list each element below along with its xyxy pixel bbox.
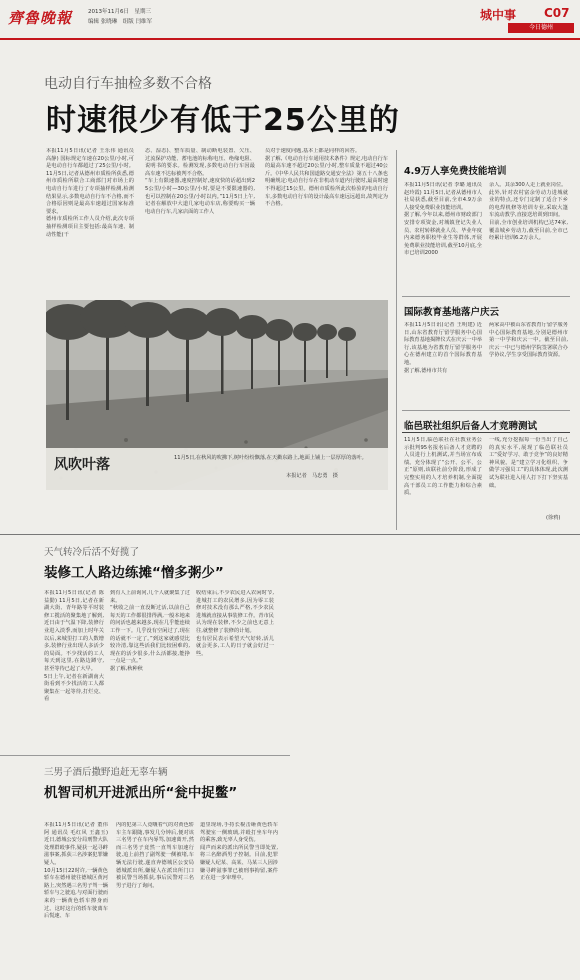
masthead-rule — [0, 38, 580, 40]
police-kicker: 三男子酒后撒野追赶无辜车辆 — [44, 767, 168, 778]
education-column-1: 本报11月5日讯(记者 王明建) 近日,山东省教育厅留学服务中心国际教育基地揭牌仪式在庆云一中举行,该基地为省教育厅留学服务中心在德州建立的首个国际教育基地。 据了解,德州市共有 — [404, 322, 482, 374]
contest-headline: 临邑联社组织后备人才竞聘测试 — [404, 421, 538, 432]
section-tab — [478, 5, 574, 33]
contest-column-2: 一线,充分挖掘每一份当出了自己的真实水平,展现了临邑联社员工“爱好学习、敢于竞争”的良好精神风貌。是“建立学习化组织、争做学习强员工”的具体体现,此次测试为联社进入用人打下打下坚实基础。 — [489, 437, 568, 489]
section-title: 城中事 — [480, 8, 517, 22]
masthead-editors: 编辑 张晓琳 组版 闫维军 — [88, 19, 152, 25]
lower-right-blank — [296, 540, 572, 976]
edition-badge: 今日德州 — [508, 23, 574, 33]
police-headline: 机智司机开进派出所“瓮中捉鳖” — [44, 785, 238, 801]
decor-kicker: 天气转冷后活不好揽了 — [44, 547, 140, 558]
lead-column-1: 本报11月5日讯(记者 王乐伟 通讯员 高静) 国标规定车速在20公里/小时,可是电动自行车都超过了25公里/小时。11月5日,记者从德州市质检所获悉,德州市质检所联合工商部门对市场上的电动自行车进行了专项抽样检测,检测结果显示,多数电动自行车不合格,而不合格原因则是最高车速超过国家标准要求。 德州市质检所工作人员介绍,此次专项抽样检测项目主要包括:最高车速、制动性能(干 — [46, 148, 134, 238]
lead-headline: 时速很少有低于25公里的 — [46, 103, 400, 138]
decor-column-1: 本报11月5日讯(记者 陈益勤) 11月5日,记者在新湖大街、青年路等平时装修工揽活的聚集地了解到,近日由于气温下降,装修行业进入淡季,而加上时年关以后,来城里打工的人数增多,装修行业出现人多活少的局面。不少找活的工人每天到这里,在路边蹲守,甚至等待已起了大早。 5日上午,记者在新湖南大街看到不少找活的工人都聚集在一起等待,打烂克、看 — [44, 590, 104, 703]
right-rule-2 — [402, 410, 570, 411]
training-column-1: 本报11月5日讯(记者 李璐 通讯员 赵玲霞) 11月5日,记者从德州市人社局获悉,截至目前,全市4.9万余人接受免费职业技能培训。 据了解,今年以来,德州市财政部门安排专项资金,对城镇登记失业人员、农村转移就业人员、毕业年度内来德务职校毕业生等群体,开展免费职业技能培训,截至10月底,全市已培训2000 — [404, 182, 482, 257]
education-column-2: 两家高中被山东省教育厅留学服务中心国际教育基地,分别是德州市第一中学和庆云一中。截至目前,庆云一中已与德州学院签署联合办学协议,学生享受国际教育资源。 — [489, 322, 568, 359]
training-column-2: 余人。其余300人走上就业岗位。 此外,针对农村富余劳动力进城就业的特点,还专门定制了适合下乡的电焊机修等培训专业,采取大篷车流动教学,直接送培训到田间。 目前,全市创业培训机构已达74家,覆盖城乡劳动力,截至目前,全市已经累计培训6.2万余人。 — [489, 182, 568, 242]
police-column-2: 内的犯第三人竟嚷着气的对黄色轿车主车跟随,事发几分钟后,便对该三名男子在车内辱骂,加速离开,然而三名男子竟然一直驾车加速行驶,追上前挡了副驾驶一侧被堵,车辆无法行驶,遂直奔德城区公安局德城派出所,嫌疑人在派出所门口被民警当场抓获,事后民警对三名男子进行了询问。 — [116, 822, 194, 889]
police-column-1: 本报11月5日讯(记者 董伟阿 通讯员 毛红风 王鑫玉) 近日,德城公安分局刑警大队处理群殴事件,疑获一起寻衅滋事案,抓获三名涉案犯罪嫌疑人。 10月15日22时许,一辆黄色轿车在德州驶往德城区黄河路上,突然遇三名男子驾一辆轿车与之驶追,与对面行驶而来的一辆黄色轿车擦身而过。这时这行的轿车驶离车后慌速、车 — [44, 822, 108, 920]
autumn-street-photo — [46, 300, 388, 490]
photo-credit: 本报记者 马忠勇 摄 — [286, 473, 338, 479]
decor-column-2: 到有人上前询问,几个人就聚集了过来。 “秋收之前一直没断过活,以前自己每天的工作都很排得满,一般本地来的问活也越来越多,现在几乎能连续工作一下。几乎没有空闲过了,现在的话就不一定了。”到这家就感觉比较冷清,靠这些活我们比较困难的,现在的活少很多,什么活都接,能挣一点是一点。” 据了解,秋种秋 — [110, 590, 190, 672]
contest-column-1: 11月5日,临邑联社在社教业务公示批判95名报名后备人才竞聘的人员进行上机测试,并当场宣布成绩。充分体现了“公开、公平、公正”原则,该联社前分阶段,形成了完整实用的人才培养机制,全面提高干部员工的工作能力和综合素质。 — [404, 437, 482, 497]
masthead — [0, 0, 580, 38]
section-rule-decor — [0, 534, 580, 535]
contest-underline — [402, 432, 570, 433]
masthead-logo: 齊魯晚報 — [8, 9, 73, 27]
education-headline: 国际教育基地落户庆云 — [404, 307, 500, 318]
police-column-3: 道里现场,手持长棍击砸黄色轿车驾驶室一侧玻璃,并殴打坐车年内的乘客,致无辜人身受伤。 闻声而来的派出所民警当即处置,将三名醉酒男子控制。目前,犯罪嫌疑人纪某、高某、马某三人因涉嫌寻衅滋事罪已被刑事拘留,案件正在进一步审理中。 — [200, 822, 278, 882]
photo-caption: 11月5日,在秋风的吹拂下,树叶纷纷飘落,在天衢东路上,地面上铺上一层厚厚的落叶。 — [174, 455, 367, 461]
right-divider — [396, 150, 397, 530]
lead-column-2: 态、湿态)、整车质量、制动断电装置、欠压、过流保护功能、蓄电池的标称电压、绝缘电阻、说明书的要求。检测发现,多数电动自行车因最高车速不达标被判不合格。 “车上有限速器,速度控制好,速度快的话超出到25公里/小时—30公里/小时,要是不要限速器的,也可以控制在20公里/小时以内。”11月5日上午,记者在解放中大道几家电动车店,称要购买一辆电动自行车,几家店面的工作人 — [145, 148, 255, 215]
lead-kicker: 电动自行车抽检多数不合格 — [44, 76, 212, 92]
photo-caption-box — [46, 448, 388, 490]
decor-column-3: 收结束后,不少农民进入农闲时节,进城打工的农民增多,因为零工装修对技术没有那么严格,不少农民进城就直接从事装修工作。青市民认为现在装修,不少之前也无意上往,就整修了装修的计划。 也有居民表示希望天气好转,活儿就会更多,工人的日子就会好过一些。 — [196, 590, 274, 657]
photo-title: 风吹叶落 — [54, 457, 110, 473]
page-number: C07 — [544, 6, 570, 20]
lead-column-3: 员对于速度问题,基本上都是同样的回答。 据了解,《电动自行车通用技术条件》规定,电动自行车的最高车速不超过20公里/小时,整车质量不超过40公斤。《中华人民共和国道路交通安全法》第五十八条也明确规定:电动自行车在非机动车道内行驶时,最高时速不得超过15公里。德州市质检所此次检验的电动自行车,多数电动自行车的设计最高车速远远超出,故判定为不合格。 — [265, 148, 388, 208]
training-headline: 4.9万人享免费技能培训 — [404, 166, 507, 177]
right-rule-1 — [402, 296, 570, 297]
contest-author: (徐鸦) — [546, 515, 561, 521]
masthead-date: 2013年11月6日 星期三 — [88, 9, 151, 15]
decor-headline: 装修工人路边练摊“憎多粥少” — [44, 565, 224, 581]
section-rule-police — [0, 755, 290, 756]
